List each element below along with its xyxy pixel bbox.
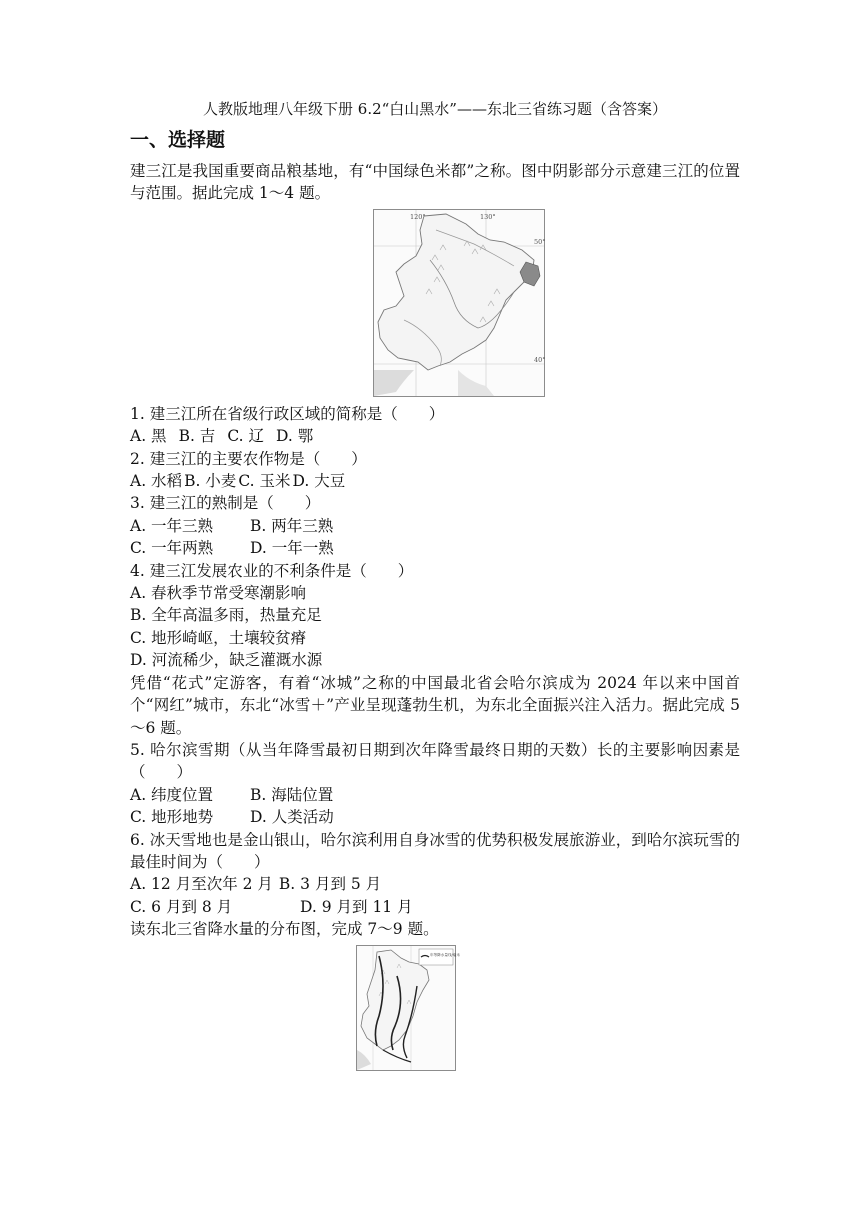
- passage-1: 建三江是我国重要商品粮基地，有“中国绿色米都”之称。图中阴影部分示意建三江的位置与范围。据此完成 1～4 题。: [130, 162, 740, 203]
- option-row: [130, 470, 740, 492]
- precipitation-map: [357, 946, 460, 1070]
- label-lon-120: 120°: [410, 212, 426, 221]
- option-c: C. 6 月到 8 月: [130, 897, 233, 916]
- question-stem: 2. 建三江的主要农作物是（ ）: [130, 449, 367, 468]
- question-stem: 4. 建三江发展农业的不利条件是（ ）: [130, 561, 414, 580]
- option-c: C. 地形地势: [130, 808, 214, 827]
- option-row: [130, 515, 740, 537]
- option-c: C. 辽: [227, 427, 264, 446]
- option-a: A. 春秋季节常受寒潮影响: [130, 584, 307, 603]
- option-c: C. 一年两熟: [130, 539, 214, 558]
- option-row: [130, 425, 740, 447]
- option-d: D. 人类活动: [250, 808, 334, 827]
- option-b: B. 海陆位置: [250, 785, 334, 804]
- question-2: [130, 448, 740, 493]
- question-stem: 3. 建三江的熟制是（ ）: [130, 494, 321, 513]
- option-d: D. 大豆: [292, 472, 346, 491]
- northeast-china-map-figure: [373, 209, 545, 397]
- label-lat-40: 40°: [534, 355, 546, 364]
- option-row: [130, 806, 740, 828]
- passage-2: 凭借“花式”定游客，有着“冰城”之称的中国最北省会哈尔滨成为 2024 年以来中国首个“网红”城市，东北“冰雪＋”产业呈现蓬勃生机，为东北全面振兴注入活力。据此完成 5～6 题。: [130, 673, 740, 737]
- option-row: [130, 873, 740, 895]
- legend-box: [419, 949, 453, 965]
- option-d: D. 9 月到 11 月: [300, 897, 413, 916]
- option-b: B. 全年高温多雨，热量充足: [130, 606, 322, 625]
- option-c: C. 地形崎岖，土壤较贫瘠: [130, 628, 307, 647]
- legend-label: 年等降水量线/毫米: [430, 952, 460, 957]
- question-1: [130, 403, 740, 448]
- passage-3: 读东北三省降水量的分布图，完成 7～9 题。: [130, 920, 439, 939]
- option-a: A. 纬度位置: [130, 785, 214, 804]
- option-a: A. 黑: [130, 427, 167, 446]
- question-6: [130, 829, 740, 919]
- option-row: [130, 537, 740, 559]
- question-stem: 1. 建三江所在省级行政区域的简称是（ ）: [130, 404, 445, 423]
- label-lat-50: 50°: [534, 237, 546, 246]
- question-4: [130, 560, 740, 672]
- question-stem: 5. 哈尔滨雪期（从当年降雪最初日期到次年降雪最终日期的天数）长的主要影响因素是（ ）: [130, 740, 740, 782]
- option-a: A. 一年三熟: [130, 516, 214, 535]
- sea-area: [357, 1050, 371, 1070]
- document-page: [130, 98, 740, 1071]
- option-b: B. 3 月到 5 月: [278, 875, 382, 894]
- section-heading: 一、选择题: [130, 129, 226, 151]
- option-d: D. 鄂: [275, 427, 314, 446]
- option-d: D. 一年一熟: [250, 539, 334, 558]
- document-title: 人教版地理八年级下册 6.2“白山黑水”——东北三省练习题（含答案）: [203, 100, 667, 118]
- option-a: A. 12 月至次年 2 月: [130, 875, 273, 894]
- option-d: D. 河流稀少，缺乏灌溉水源: [130, 651, 323, 670]
- option-b: B. 小麦: [184, 472, 237, 491]
- sea-area: [374, 370, 414, 396]
- option-row: [130, 784, 740, 806]
- option-b: B. 两年三熟: [250, 516, 334, 535]
- precipitation-map-figure: [356, 945, 460, 1071]
- question-3: [130, 492, 740, 559]
- question-5: [130, 739, 740, 829]
- option-b: B. 吉: [178, 427, 216, 446]
- option-a: A. 水稻: [130, 472, 183, 491]
- question-stem: 6. 冰天雪地也是金山银山，哈尔滨利用自身冰雪的优势积极发展旅游业，到哈尔滨玩雪的最佳时间为（ ）: [130, 830, 740, 871]
- sea-area-east: [458, 370, 494, 396]
- northeast-china-map: [374, 210, 544, 396]
- label-lon-130: 130°: [480, 212, 496, 221]
- option-c: C. 玉米: [238, 472, 291, 491]
- option-row: [130, 896, 740, 918]
